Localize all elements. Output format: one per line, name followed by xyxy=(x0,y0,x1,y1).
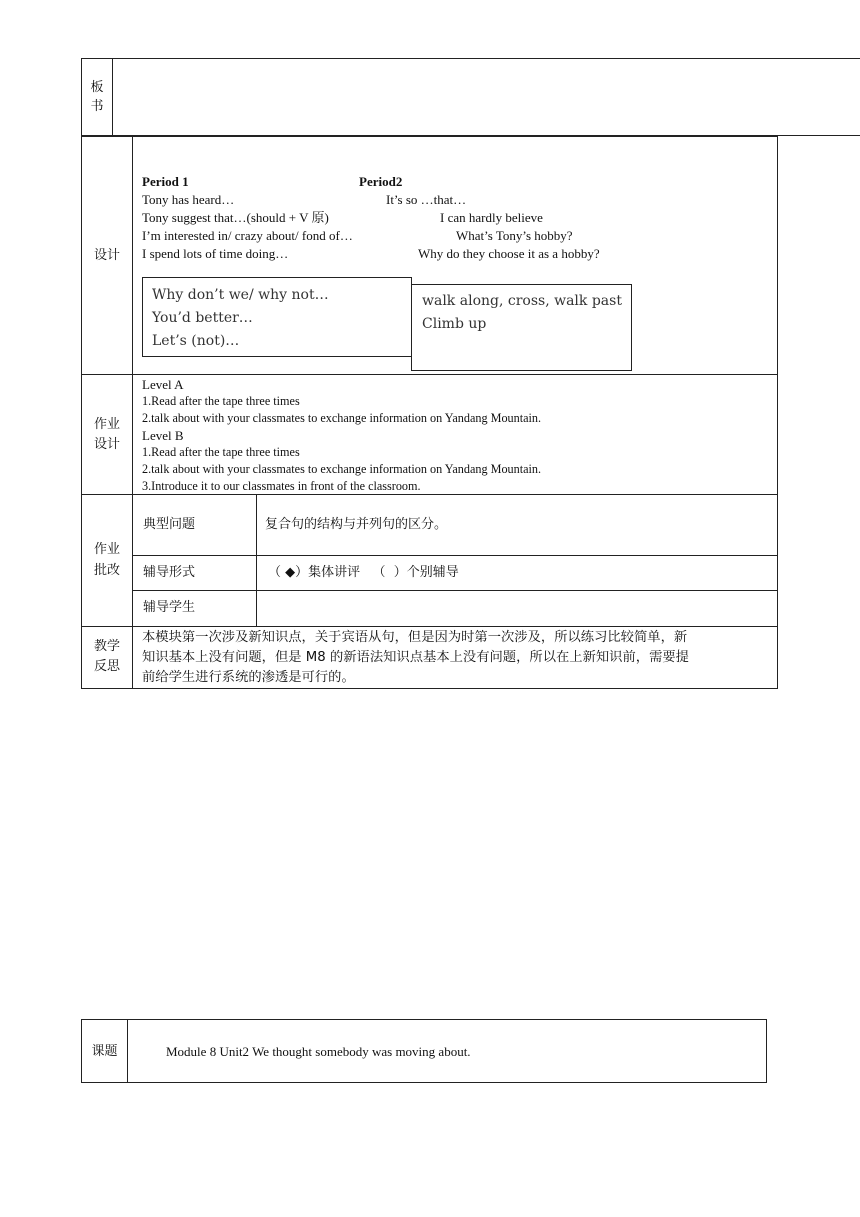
period1-line-2: Tony suggest that…(should + V 原) xyxy=(142,210,329,225)
phrase-box-right-line-2: Climb up xyxy=(422,316,487,332)
phrase-box-left-line-1: Why don’t we/ why not… xyxy=(152,287,329,303)
phrase-box-left-line-3: Let’s (not)… xyxy=(152,333,240,349)
row-separator xyxy=(81,626,778,627)
homework-correction-label-2: 批改 xyxy=(93,563,120,578)
blackboard-label-2: 书 xyxy=(90,99,104,114)
period2-line-4: Why do they choose it as a hobby? xyxy=(418,246,600,261)
homework-line-6: 2.talk about with your classmates to exchange information on Yandang Mountain. xyxy=(142,462,542,476)
period1-heading: Period 1 xyxy=(142,174,189,189)
homework-line-2: 1.Read after the tape three times xyxy=(142,394,300,408)
phrase-box-left-line-2: You’d better… xyxy=(152,310,253,326)
homework-correction-label-1: 作业 xyxy=(93,542,120,557)
guidance-students-label: 辅导学生 xyxy=(143,600,196,615)
homework-line-4: Level B xyxy=(142,428,184,443)
blackboard-divider xyxy=(112,58,113,136)
homework-design-label-1: 作业 xyxy=(93,417,120,432)
design-label: 设计 xyxy=(93,248,120,263)
guidance-form-label: 辅导形式 xyxy=(143,565,196,580)
homework-line-7: 3.Introduce it to our classmates in front of the classroom. xyxy=(142,479,421,493)
reflection-label-2: 反思 xyxy=(93,659,120,674)
sub-row-separator xyxy=(132,590,778,591)
period1-line-1: Tony has heard… xyxy=(142,192,235,207)
row-separator xyxy=(81,374,778,375)
period1-line-3: I’m interested in/ crazy about/ fond of… xyxy=(142,228,353,243)
main-table-label-column xyxy=(132,136,133,689)
reflection-line-3: 前给学生进行系统的渗透是可行的。 xyxy=(142,670,355,685)
guidance-form-value: （ ◆）集体讲评 （ ）个别辅导 xyxy=(268,565,459,580)
homework-line-3: 2.talk about with your classmates to exchange information on Yandang Mountain. xyxy=(142,411,542,425)
reflection-line-2: 知识基本上没有问题，但是 M8 的新语法知识点基本上没有问题，所以在上新知识前，需要提 xyxy=(142,650,689,665)
blackboard-row xyxy=(81,58,860,137)
typical-problem-label: 典型问题 xyxy=(143,517,196,532)
period2-line-3: What’s Tony’s hobby? xyxy=(456,228,573,243)
period1-line-4: I spend lots of time doing… xyxy=(142,246,289,261)
homework-design-label-2: 设计 xyxy=(93,437,120,452)
reflection-label-1: 教学 xyxy=(93,639,120,654)
typical-problem-value: 复合句的结构与并列句的区分。 xyxy=(265,517,448,532)
reflection-line-1: 本模块第一次涉及新知识点，关于宾语从句，但是因为时第一次涉及，所以练习比较简单，新 xyxy=(142,630,688,645)
period2-line-2: I can hardly believe xyxy=(440,210,543,225)
sub-column-separator xyxy=(256,494,257,626)
homework-line-1: Level A xyxy=(142,377,184,392)
period2-line-1: It’s so …that… xyxy=(386,192,467,207)
topic-table-divider xyxy=(127,1019,128,1083)
phrase-box-right-line-1: walk along, cross, walk past xyxy=(422,293,622,309)
period2-heading: Period2 xyxy=(359,174,403,189)
topic-value: Module 8 Unit2 We thought somebody was moving about. xyxy=(166,1044,471,1059)
topic-label: 课题 xyxy=(91,1044,118,1059)
homework-line-5: 1.Read after the tape three times xyxy=(142,445,300,459)
sub-row-separator xyxy=(132,555,778,556)
blackboard-label-1: 板 xyxy=(90,80,104,95)
